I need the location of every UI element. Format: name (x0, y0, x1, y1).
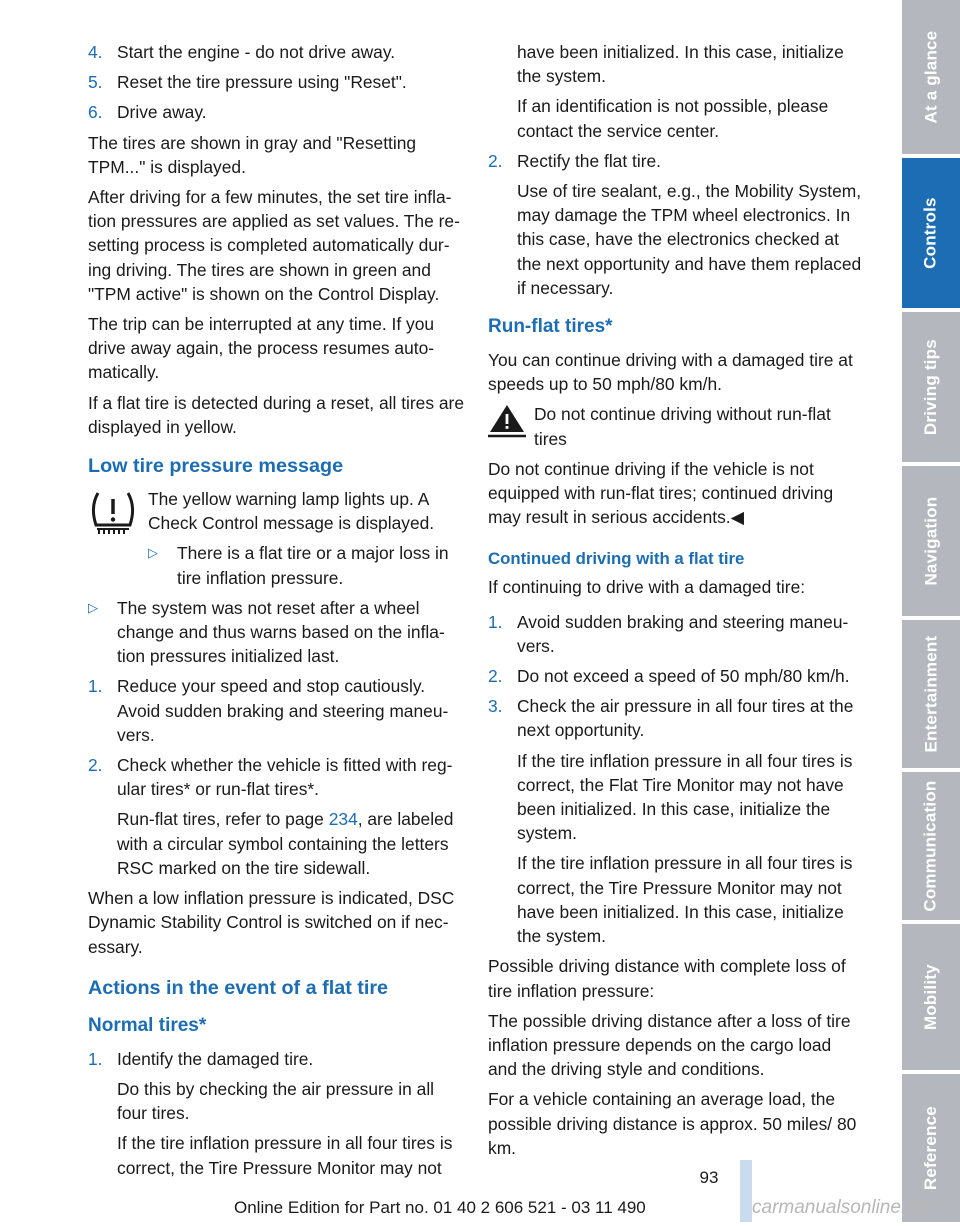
tire-pressure-warning-icon (88, 487, 148, 596)
step-text: Reduce your speed and stop cautiously. Avoid sudden braking and steering maneuvers. (117, 676, 449, 745)
chapter-tabs (902, 0, 960, 1222)
warning-lamp-text: The yellow warning lamp lights up. A Check Control message is displayed. (148, 489, 435, 534)
warning-lamp-block (88, 487, 466, 596)
paragraph: For a vehicle containing an average load, the possible driving distance is approx. 50 miles/ 80 km. (488, 1089, 857, 1158)
tab-at-a-glance[interactable]: At a glance (902, 0, 960, 158)
continued-step-1 (488, 610, 864, 658)
tab-communication[interactable]: Communication (902, 772, 960, 924)
watermark: carmanualsonline.info (752, 1197, 937, 1218)
paragraph: When a low inflation pressure is indicated, DSC Dynamic Stability Control is switched on if necessary. (88, 888, 455, 957)
step-number: 2. (88, 755, 103, 776)
step-detail: If the tire inflation pressure in all four tires is correct, the Tire Pressure Monitor may not have been initialized. In this case, initialize the system. (517, 853, 853, 947)
step-text: Check the air pressure in all four tires at the next opportunity. (517, 696, 854, 741)
step-number: 2. (488, 150, 503, 171)
tab-controls[interactable]: Controls (902, 158, 960, 312)
paragraph: You can continue driving with a damaged tire at speeds up to 50 mph/80 km/h. (488, 350, 853, 395)
step-detail: Do this by checking the air pressure in all four tires. (117, 1078, 435, 1124)
step-text: Start the engine - do not drive away. (117, 42, 396, 62)
paragraph: If a flat tire is detected during a reset, all tires are displayed in yellow. (88, 392, 465, 437)
step-number: 5. (88, 72, 103, 93)
warning-text: Do not continue driving if the vehicle is not equipped with run-flat tires; continued driving may result in serious accidents.◀ (488, 458, 834, 528)
continued-step-2 (488, 664, 864, 688)
heading-run-flat-tires: Run-flat tires* (488, 316, 613, 338)
bullet-arrow-icon: ▷ (88, 599, 98, 615)
tab-navigation[interactable]: Navigation (902, 466, 960, 620)
step-text: Avoid sudden braking and steering maneuvers. (517, 611, 849, 656)
heading-low-tire-pressure: Low tire pressure message (88, 455, 344, 478)
step-text: Check whether the vehicle is fitted with regular tires* or run-flat tires*. (117, 755, 453, 800)
step-number: 2. (488, 666, 503, 687)
right-column (488, 40, 864, 1166)
step-2 (88, 753, 466, 801)
heading-normal-tires: Normal tires* (88, 1014, 207, 1036)
step-6 (88, 100, 466, 124)
step-1 (88, 674, 466, 747)
bullet-item: ▷ There is a flat tire or a major loss in tire inflation pressure. (148, 541, 466, 589)
step-number: 3. (488, 696, 503, 717)
normal-step-2 (488, 149, 864, 173)
tab-reference[interactable]: Reference (902, 1074, 960, 1226)
page-number-bar (740, 1160, 752, 1222)
step-text: Do not exceed a speed of 50 mph/80 km/h. (517, 666, 850, 687)
step-text: Rectify the flat tire. (517, 150, 662, 171)
step-number: 1. (88, 676, 103, 697)
paragraph: Possible driving distance with complete loss of tire inflation pressure: (488, 956, 846, 1001)
step-text: Drive away. (117, 102, 207, 123)
bullet-arrow-icon: ▷ (148, 545, 158, 561)
page-link[interactable]: 234 (328, 809, 358, 830)
normal-step-1 (88, 1047, 466, 1071)
step-4 (88, 40, 466, 64)
step-number: 1. (488, 611, 503, 632)
step-5 (88, 70, 466, 94)
warning-triangle-icon (488, 402, 534, 456)
paragraph: If continuing to drive with a damaged tire: (488, 577, 806, 598)
left-column (88, 40, 466, 1186)
step-2-detail: Run-flat tires, refer to page 234, are labeled with a circular symbol containing the letters RSC marked on the tire sidewall. (117, 809, 454, 878)
paragraph: The tires are shown in gray and "Resetting TPM..." is displayed. (88, 132, 417, 177)
step-number: 6. (88, 102, 103, 123)
step-text: Identify the damaged tire. (117, 1048, 314, 1069)
step-detail: If the tire inflation pressure in all four tires is correct, the Flat Tire Monitor may not have been initialized. In this case, initialize the system. (517, 750, 853, 844)
step-number: 4. (88, 42, 103, 62)
step-detail: have been initialized. In this case, initialize the system. (517, 42, 844, 87)
step-number: 1. (88, 1048, 103, 1069)
footer-text: Online Edition for Part no. 01 40 2 606 521 - 03 11 490 (234, 1198, 646, 1217)
page-number: 93 (699, 1168, 719, 1187)
paragraph: After driving for a few minutes, the set tire inflation pressures are applied as set values. The resetting process is completed automatically during driving. The tires are shown in green and "TPM active" is shown on the Control Display. (88, 187, 460, 304)
paragraph: The possible driving distance after a loss of tire inflation pressure depends on the cargo load and the driving style and conditions. (488, 1010, 851, 1080)
step-detail: Use of tire sealant, e.g., the Mobility System, may damage the TPM wheel electronics. In this case, have the electronics checked at the next opportunity and have them replaced if necessary. (517, 181, 862, 298)
warning-title: Do not continue driving without run-flat tires (534, 404, 831, 449)
paragraph: The trip can be interrupted at any time. If you drive away again, the process resumes automatically. (88, 314, 435, 383)
step-detail: If the tire inflation pressure in all four tires is correct, the Tire Pressure Monitor may not (117, 1133, 453, 1178)
warning-block (488, 402, 864, 456)
bullet-item: ▷ The system was not reset after a wheel change and thus warns based on the inflation pressures initialized last. (88, 596, 466, 669)
continued-step-3 (488, 694, 864, 742)
tab-entertainment[interactable]: Entertainment (902, 620, 960, 772)
heading-flat-tire-actions: Actions in the event of a flat tire (88, 976, 389, 999)
tab-driving-tips[interactable]: Driving tips (902, 312, 960, 466)
step-text: Reset the tire pressure using "Reset". (117, 72, 407, 93)
heading-continued-driving: Continued driving with a flat tire (488, 549, 745, 569)
tab-mobility[interactable]: Mobility (902, 924, 960, 1074)
step-detail: If an identification is not possible, please contact the service center. (517, 96, 829, 141)
